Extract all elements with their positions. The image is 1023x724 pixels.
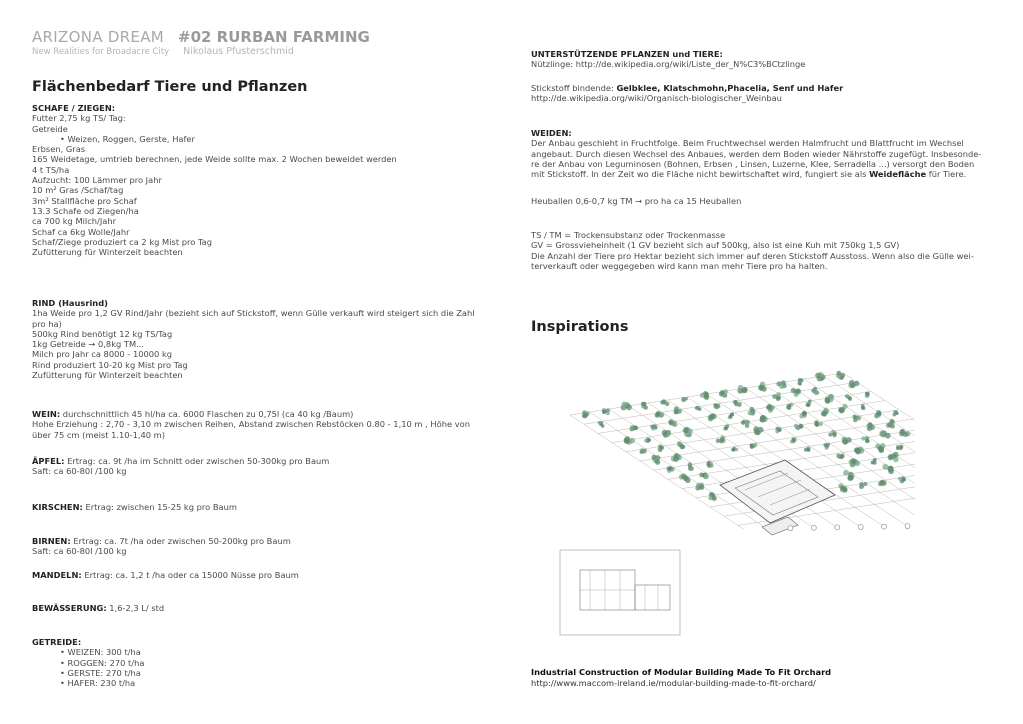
cherries-section <box>32 502 237 512</box>
tree <box>758 382 767 392</box>
floor-plan-inset <box>560 550 680 635</box>
tree <box>597 421 604 428</box>
tree <box>650 424 657 430</box>
tree <box>815 372 825 381</box>
cattle-line: 1kg Getreide → 0,8kg TM... <box>32 339 145 350</box>
tree <box>748 407 756 416</box>
tree <box>814 420 823 427</box>
apples-label: ÄPFEL: <box>32 456 65 466</box>
pasture-title: WEIDEN: <box>531 128 572 138</box>
sheep-line: 10 m² Gras /Schaf/tag <box>32 185 124 196</box>
grid-marker <box>811 525 816 530</box>
tree <box>866 422 875 431</box>
tree <box>602 408 610 415</box>
tree <box>825 394 834 404</box>
sheep-line: Schaf ca 6kg Wolle/Jahr <box>32 226 130 237</box>
tree <box>731 447 738 452</box>
definition-line: Die Anzahl der Tiere pro Hektar bezieht sich immer auf deren Stickstoff Ausstoss. Wenn also die Gülle wei- <box>531 250 974 261</box>
tree <box>651 455 660 465</box>
tree <box>874 410 881 419</box>
sheep-line: 4 t TS/ha <box>32 164 70 175</box>
tree <box>582 410 590 418</box>
tree <box>776 380 786 389</box>
grain-item: • WEIZEN: 300 t/ha <box>32 647 144 657</box>
sheep-line: ca 700 kg Milch/Jahr <box>32 216 117 227</box>
subtitle-text: New Realities for Broadacre City <box>32 47 170 57</box>
tree <box>700 391 709 400</box>
pasture-section <box>531 128 981 179</box>
tree <box>849 458 860 467</box>
tree <box>879 430 890 438</box>
tree <box>861 404 866 410</box>
sheep-line: 13.3 Schafe od Ziegen/ha <box>32 205 139 216</box>
sheep-line: Getreide <box>32 123 68 134</box>
support-section <box>531 49 805 70</box>
tree <box>836 371 845 380</box>
caption-title: Industrial Construction of Modular Building Made To Fit Orchard <box>531 667 832 677</box>
sheep-line: Futter 2,75 kg TS/ Tag: <box>32 113 126 124</box>
tree <box>797 378 803 386</box>
inspirations-heading: Inspirations <box>531 319 629 335</box>
definition-line: terverkauft oder weggegeben wird kann man mehr Tiere pro ha halten. <box>531 260 828 271</box>
title-bold: #02 RURBAN FARMING <box>178 28 370 46</box>
irrigation-section <box>32 603 164 613</box>
apples-section <box>32 456 329 477</box>
nitrogen-section <box>531 83 843 104</box>
cattle-section <box>32 298 475 380</box>
tree <box>671 453 682 462</box>
cattle-line: Zufütterung für Winterzeit beachten <box>32 370 183 381</box>
tree <box>629 425 638 431</box>
inspiration-caption <box>531 667 831 689</box>
cattle-title: RIND (Hausrind) <box>32 298 108 308</box>
support-title: UNTERSTÜTZENDE PFLANZEN und TIERE: <box>531 49 723 59</box>
tree <box>794 424 803 430</box>
beneficials-link[interactable]: Nützlinge: http://de.wikipedia.org/wiki/Liste_der_N%C3%BCtzlinge <box>531 59 806 70</box>
grid-marker <box>835 525 840 530</box>
tree <box>899 429 910 437</box>
pears-text: Ertrag: ca. 7t /ha oder zwischen 50-200kg pro Baum <box>70 536 291 546</box>
grid-marker <box>905 524 910 529</box>
cherries-label: KIRSCHEN: <box>32 502 83 512</box>
sheep-line: 165 Weidetage, umtrieb berechnen, jede Weide sollte max. 2 Wochen beweidet werden <box>32 154 397 165</box>
tree <box>662 430 671 438</box>
tree <box>760 415 768 423</box>
tree <box>806 399 812 407</box>
left-heading: Flächenbedarf Tiere und Pflanzen <box>32 79 308 95</box>
title-light: ARIZONA DREAM <box>32 28 164 46</box>
tree <box>728 413 734 420</box>
pasture-line: re der Anbau von Leguminosen (Bohnen, Erbsen , Linsen, Luzerne, Klee, Serradella ...) versorgt den Boden <box>531 158 975 169</box>
hay-line: Heuballen 0,6-0,7 kg TM → pro ha ca 15 Heuballen <box>531 196 742 206</box>
tree <box>821 407 829 416</box>
almonds-label: MANDELN: <box>32 570 82 580</box>
grid-marker <box>882 524 887 529</box>
tree <box>845 394 852 401</box>
definition-line: TS / TM = Trockensubstanz oder Trockenmasse <box>531 230 726 240</box>
pears-label: BIRNEN: <box>32 536 71 546</box>
cattle-line: Milch pro Jahr ca 8000 - 10000 kg <box>32 349 173 360</box>
grid-marker <box>858 524 863 529</box>
tree <box>679 474 691 484</box>
tree <box>892 410 898 416</box>
grid-markers <box>788 524 910 531</box>
tree <box>737 385 747 394</box>
grid-marker <box>788 526 793 531</box>
irrigation-text: 1,6-2,3 L/ std <box>106 603 165 613</box>
sheep-line: Zufütterung für Winterzeit beachten <box>32 247 183 258</box>
tree <box>791 388 801 397</box>
grain-item: • HAFER: 230 t/ha <box>32 678 144 688</box>
sheep-line: 3m² Stallfläche pro Schaf <box>32 195 137 206</box>
caption-url[interactable]: http://www.maccom-ireland.ie/modular-building-made-to-fit-orchard/ <box>531 678 816 688</box>
tree <box>882 464 894 474</box>
definition-line: GV = Grossvieheinheit (1 GV bezieht sich auf 500kg, also ist eine Kuh mit 750kg 1,5 GV) <box>531 240 900 251</box>
tree <box>741 420 750 428</box>
tree <box>695 406 702 411</box>
tree <box>838 483 847 493</box>
tree <box>644 437 651 443</box>
wine-text: durchschnittlich 45 hl/ha ca. 6000 Flaschen zu 0,75l (ca 40 kg /Baum) <box>60 409 354 419</box>
nitrogen-plants: Gelbklee, Klatschmohn,Phacelia, Senf und Hafer <box>616 83 844 93</box>
pasture-last-prefix: mit Stickstoff. In der Zeit wo die Fläche nicht bewirtschaftet wird, fungiert sie als <box>531 169 870 180</box>
author-name: Nikolaus Pfusterschmid <box>183 46 294 57</box>
tree <box>688 462 694 471</box>
pears-section <box>32 536 291 557</box>
tree <box>624 436 635 445</box>
cattle-line: pro ha) <box>32 318 62 329</box>
tree <box>799 411 807 418</box>
nitrogen-prefix: Stickstoff bindende: <box>531 83 617 93</box>
tree <box>640 448 647 454</box>
tree <box>621 401 632 410</box>
tree <box>861 436 869 443</box>
tree <box>865 392 870 398</box>
cattle-line: Rind produziert 10-20 kg Mist pro Tag <box>32 359 188 370</box>
tree <box>753 426 763 435</box>
sheep-line: Erbsen, Gras <box>32 144 86 155</box>
apples-juice: Saft: ca 60-80l /100 kg <box>32 466 127 477</box>
definitions-section <box>531 230 974 271</box>
tree <box>775 427 782 434</box>
grid-line <box>590 412 768 529</box>
pasture-last-suffix: für Tiere. <box>926 169 967 180</box>
orchard-building-illustration <box>530 345 915 660</box>
tree <box>875 443 885 453</box>
tree <box>838 404 847 414</box>
wine-line: über 75 cm (meist 1.10-1,40 m) <box>32 429 165 440</box>
tree <box>766 404 775 413</box>
tree <box>673 406 682 414</box>
tree <box>871 458 877 465</box>
tree <box>716 435 726 443</box>
tree <box>683 427 693 438</box>
tree <box>658 444 665 452</box>
tree <box>898 476 906 483</box>
tree <box>706 461 713 468</box>
sheep-line: Aufzucht: 100 Lämmer pro Jahr <box>32 175 162 186</box>
cattle-line: 500kg Rind benötigt 12 kg TS/Tag <box>32 328 173 339</box>
tree <box>681 397 687 402</box>
tree <box>733 400 742 407</box>
almonds-text: Ertrag: ca. 1,2 t /ha oder ca 15000 Nüsse pro Baum <box>81 570 299 580</box>
tree <box>668 419 677 427</box>
tree <box>708 413 717 421</box>
sheep-section <box>32 103 397 257</box>
sheep-bullet: • Weizen, Roggen, Gerste, Hafer <box>32 134 397 144</box>
tree <box>790 437 797 443</box>
grain-item: • GERSTE: 270 t/ha <box>32 668 144 678</box>
sheep-line: Schaf/Ziege produziert ca 2 kg Mist pro Tag <box>32 236 212 247</box>
pasture-area-term: Weidefläche <box>869 169 927 180</box>
grain-label: GETREIDE: <box>32 637 82 647</box>
modular-building <box>720 460 835 535</box>
cattle-line: 1ha Weide pro 1,2 GV Rind/Jahr (bezieht sich auf Stickstoff, wenn Gülle verkauft wird steigert sich die Zahl <box>32 308 475 319</box>
cherries-text: Ertrag: zwischen 15-25 kg pro Baum <box>82 502 237 512</box>
almonds-section <box>32 570 299 580</box>
tree <box>772 392 781 401</box>
grain-item: • ROGGEN: 270 t/ha <box>32 658 144 668</box>
document-subtitle <box>32 46 294 57</box>
grid-line <box>570 415 744 529</box>
tree <box>896 445 903 451</box>
pasture-line: angebaut. Durch diesen Wechsel des Anbaues, werden dem Boden wieder Nährstoffe zugefügt. Insbesonde- <box>531 148 982 159</box>
apples-text: Ertrag: ca. 9t /ha im Schnitt oder zwischen 50-300kg pro Baum <box>64 456 330 466</box>
tree <box>695 482 704 490</box>
wine-section <box>32 409 470 440</box>
tree <box>859 482 867 489</box>
pasture-line: Der Anbau geschieht in Fruchtfolge. Beim Fruchtwechsel werden Halmfrucht und Blattfrucht im Wechsel <box>531 138 964 149</box>
wine-line: Hohe Erziehung : 2,70 - 3,10 m zwischen Reihen, Abstand zwischen Rebstöcken 0.80 - 1,10 m , Höhe von <box>32 419 470 430</box>
document-title <box>32 28 370 46</box>
irrigation-label: BEWÄSSERUNG: <box>32 603 107 613</box>
tree <box>719 389 728 398</box>
tree <box>823 443 830 450</box>
tree <box>848 380 859 388</box>
tree <box>836 453 844 459</box>
tree <box>708 492 717 501</box>
nitrogen-link[interactable]: http://de.wikipedia.org/wiki/Organisch-biologischer_Weinbau <box>531 93 782 104</box>
tree <box>854 446 864 454</box>
tree <box>786 403 793 410</box>
wine-label: WEIN: <box>32 409 61 419</box>
grain-section <box>32 637 144 688</box>
pears-juice: Saft: ca 60-80l /100 kg <box>32 546 127 557</box>
tree <box>842 436 852 444</box>
sheep-title: SCHAFE / ZIEGEN: <box>32 103 116 113</box>
tree <box>641 402 648 410</box>
tree <box>886 419 895 429</box>
tree <box>713 403 720 409</box>
